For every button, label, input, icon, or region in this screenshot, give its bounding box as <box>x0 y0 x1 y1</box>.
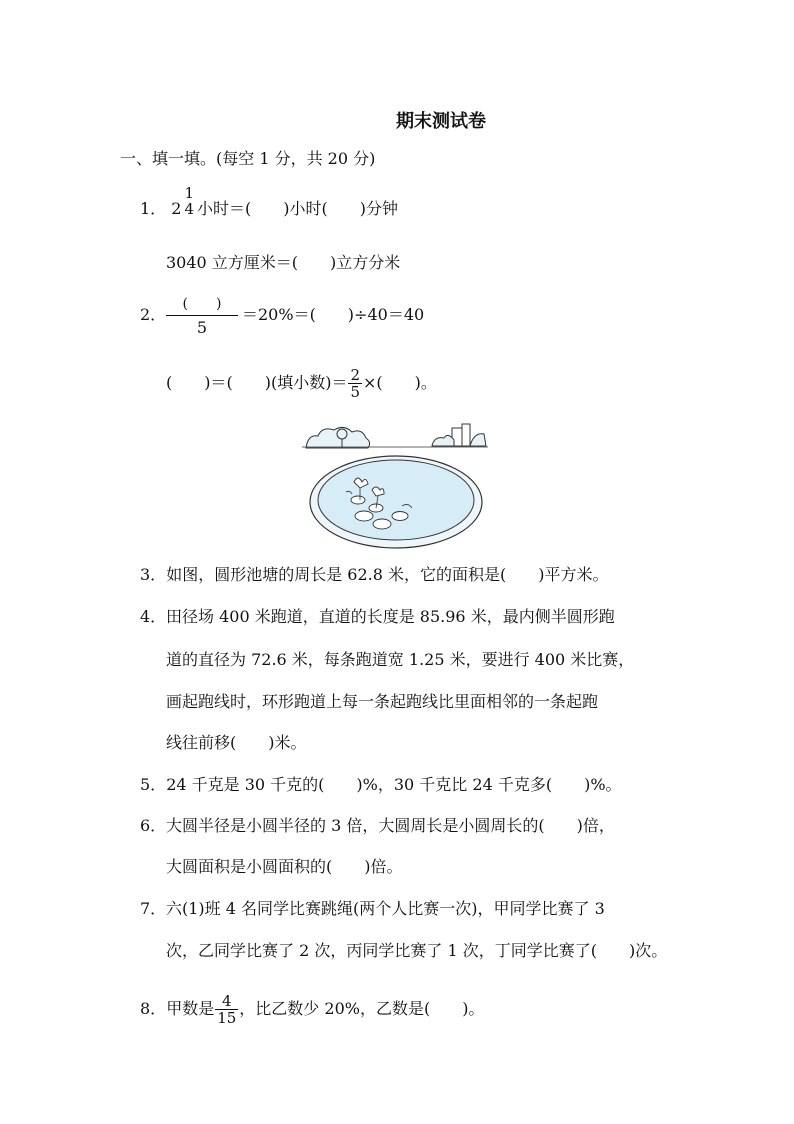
question-text: 小时＝( )小时( )分钟 <box>197 199 398 218</box>
fraction-numerator: ( ) <box>182 296 222 312</box>
question-8 <box>140 993 484 1026</box>
question-number: 1． <box>140 199 167 218</box>
fraction <box>182 185 196 217</box>
question-1 <box>140 183 398 219</box>
question-2-line-2 <box>166 367 437 400</box>
question-4-line: 线往前移( )米。 <box>166 733 307 752</box>
question-number: 5． <box>140 775 167 794</box>
pond-illustration <box>302 420 488 550</box>
question-number: 8． <box>140 999 167 1018</box>
fraction-numerator: 1 <box>184 183 195 202</box>
question-text: 甲数是 <box>166 999 215 1018</box>
blank-fraction <box>166 293 238 337</box>
question-4-line: 道的直径为 72.6 米，每条跑道宽 1.25 米，要进行 400 米比赛， <box>166 650 635 669</box>
question-7-line: 次，乙同学比赛了 2 次，丙同学比赛了 1 次，丁同学比赛了( )次。 <box>166 941 668 960</box>
question-text: ( )＝( )(填小数)＝ <box>166 373 348 392</box>
question-6-line: 大圆半径是小圆半径的 3 倍，大圆周长是小圆周长的( )倍， <box>166 816 615 835</box>
fraction-denominator: 4 <box>184 199 195 218</box>
question-2-number: 2． <box>140 305 167 324</box>
fraction-denominator: 5 <box>350 383 361 401</box>
question-text: 24 千克是 30 千克的( )%，30 千克比 24 千克多( )%。 <box>166 775 622 794</box>
question-3 <box>140 565 608 585</box>
fraction <box>348 367 362 400</box>
question-6-number: 6． <box>140 816 167 835</box>
fraction-bar <box>166 315 238 316</box>
question-4-number: 4． <box>140 607 167 626</box>
bush-icon <box>432 435 454 446</box>
question-number: 3． <box>140 565 167 584</box>
mixed-whole: 2 <box>171 199 182 218</box>
question-4-line: 田径场 400 米跑道，直道的长度是 85.96 米，最内侧半圆形跑 <box>166 607 615 626</box>
question-4-line: 画起跑线时，环形跑道上每一条起跑线比里面相邻的一条起跑 <box>166 692 599 711</box>
fraction-denominator: 15 <box>217 1009 237 1027</box>
page-title: 期末测试卷 <box>396 111 486 132</box>
pond-water <box>318 460 474 540</box>
section-heading: 一、填一填。(每空 1 分，共 20 分) <box>120 149 376 168</box>
fraction <box>215 993 238 1026</box>
question-7-line: 六(1)班 4 名同学比赛跳绳(两个人比赛一次)，甲同学比赛了 3 <box>166 899 605 918</box>
question-1-line-2: 3040 立方厘米＝( )立方分米 <box>166 253 401 272</box>
question-6-line: 大圆面积是小圆面积的( )倍。 <box>166 857 403 876</box>
question-text: 如图，圆形池塘的周长是 62.8 米，它的面积是( )平方米。 <box>166 565 609 584</box>
question-2-text: ＝20%＝( )÷40＝40 <box>242 305 425 324</box>
fraction-denominator: 5 <box>196 318 208 337</box>
question-7-number: 7． <box>140 899 167 918</box>
question-text: ，比乙数少 20%，乙数是( )。 <box>239 999 485 1018</box>
question-5 <box>140 775 622 795</box>
lotus-leaf-icon <box>355 511 373 521</box>
fraction-numerator: 2 <box>350 366 361 384</box>
fraction-numerator: 4 <box>215 993 238 1010</box>
question-text: ×( )。 <box>363 373 437 392</box>
